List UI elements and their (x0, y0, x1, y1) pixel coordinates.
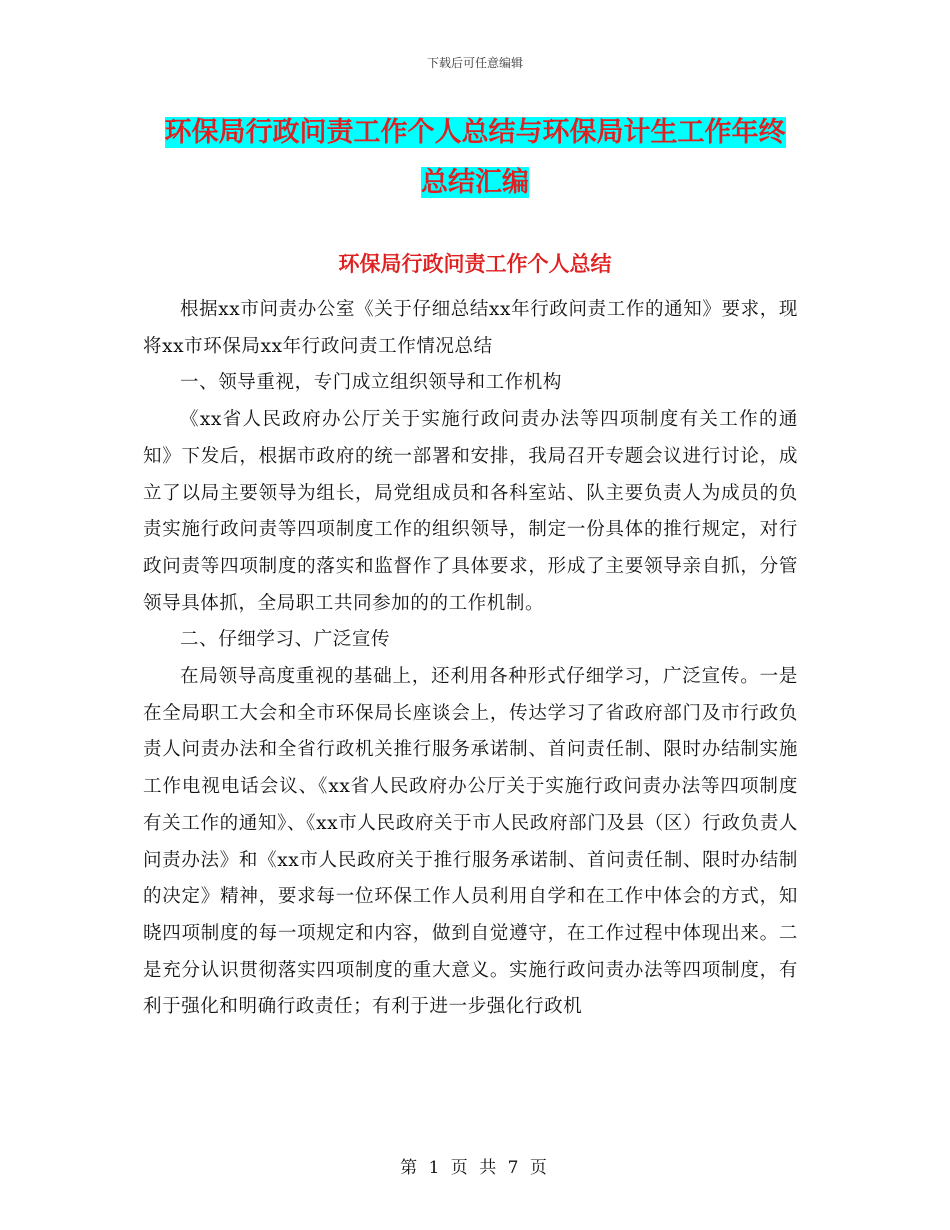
section-title: 环保局行政问责工作个人总结 (338, 251, 612, 276)
paragraph-heading: 一、领导重视，专门成立组织领导和工作机构 (180, 372, 563, 394)
document-body (143, 292, 798, 1026)
header-note: 下载后可任意编辑 (426, 56, 523, 70)
paragraph: 在局领导高度重视的基础上，还利用各种形式仔细学习，广泛宣传。一是在全局职工大会和全市环保局长座谈会上，传达学习了省政府部门及市行政负责人问责办法和全省行政机关推行服务承诺制、首问责任制、限时办结制实施工作电视电话会议、《xx省人民政府办公厅关于实施行政问责办法等四项制度有关工作的通知》、《xx市人民政府关于市人民政府部门及县（区）行政负责人问责办法》和《xx市人民政府关于推行服务承诺制、首问责任制、限时办结制的决定》精神，要求每一位环保工作人员利用自学和在工作中体会的方式，知晓四项制度的每一项规定和内容，做到自觉遵守，在工作过程中体现出来。二是充分认识贯彻落实四项制度的重大意义。实施行政问责办法等四项制度，有利于强化和明确行政责任；有利于进一步强化行政机 (143, 666, 798, 1018)
document-title-line2: 总结汇编 (421, 167, 529, 198)
paragraph-heading: 二、仔细学习、广泛宣传 (180, 629, 391, 651)
paragraph: 《xx省人民政府办公厅关于实施行政问责办法等四项制度有关工作的通知》下发后，根据市政府的统一部署和安排，我局召开专题会议进行讨论，成立了以局主要领导为组长，局党组成员和各科室站、队主要负责人为成员的负责实施行政问责等四项制度工作的组织领导，制定一份具体的推行规定，对行政问责等四项制度的落实和监督作了具体要求，形成了主要领导亲自抓，分管领导具体抓，全局职工共同参加的的工作机制。 (143, 409, 798, 614)
document-title-line1: 环保局行政问责工作个人总结与环保局计生工作年终 (164, 117, 786, 148)
document-title (140, 108, 810, 208)
paragraph: 根据xx市问责办公室《关于仔细总结xx年行政问责工作的通知》要求，现将xx市环保局xx年行政问责工作情况总结 (143, 299, 798, 357)
page-footer: 第 1 页 共 7 页 (400, 1158, 550, 1178)
